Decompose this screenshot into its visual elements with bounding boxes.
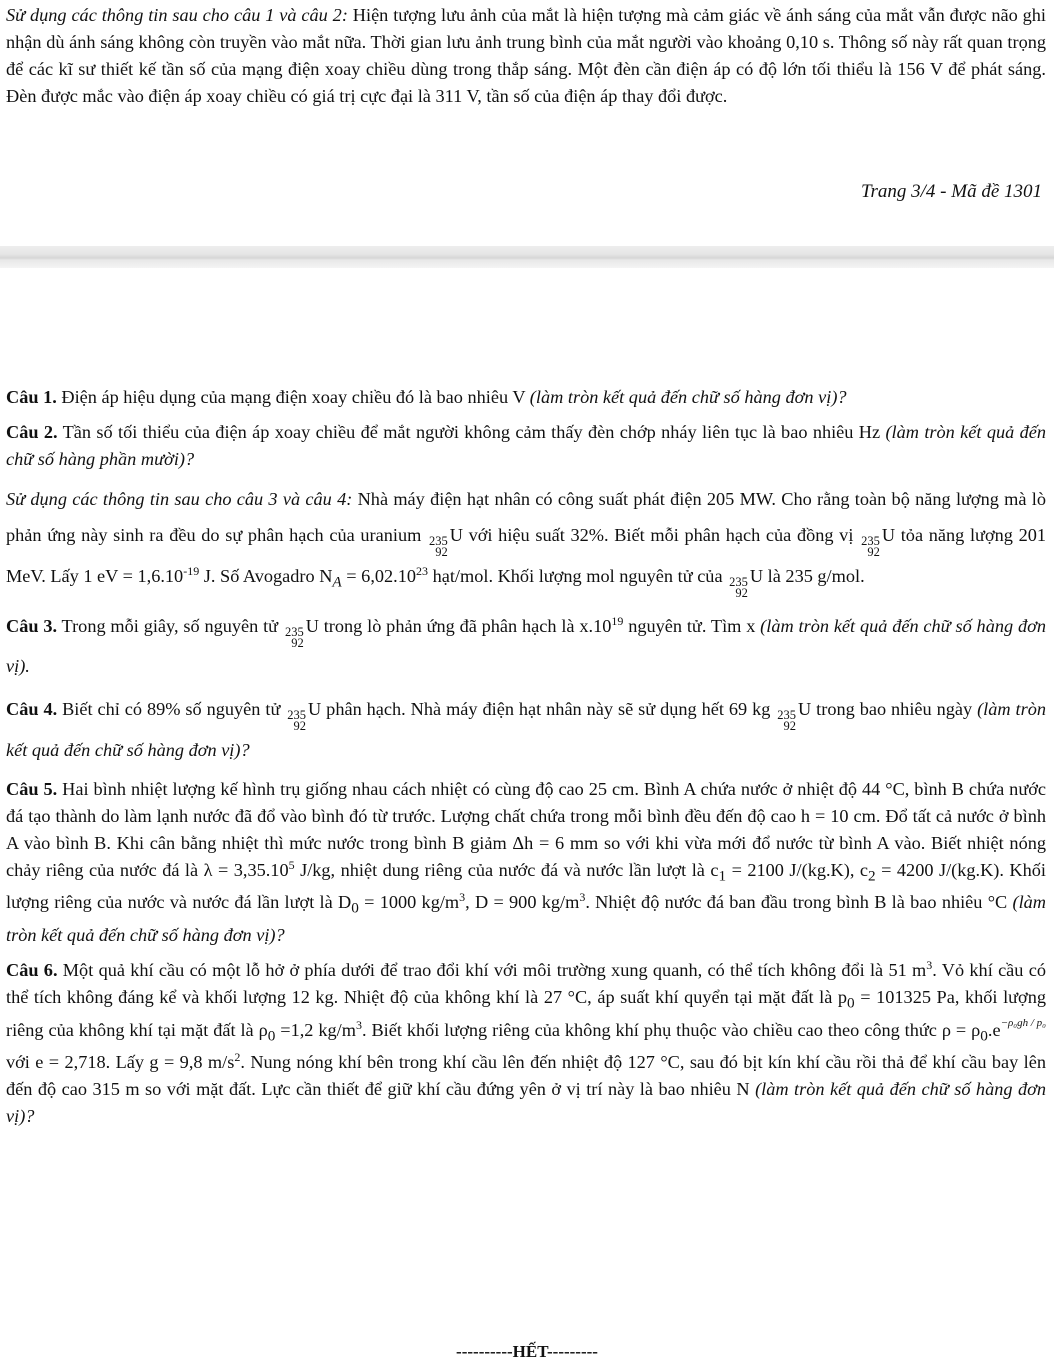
question-label: Câu 1. — [6, 387, 57, 407]
question-6: Câu 6. Một quả khí cầu có một lỗ hở ở phía dưới để trao đổi khí với môi trường xung quanh, có thể tích không đổi là 51 $m^3$. Vỏ khí cầu có thể tích không đáng kể và khối lượng 12 kg. Nhiệt độ của không khí là 27 °C, áp suất khí quyển tại mặt đất là $p_0 = 101325$ Pa, khối lượng riêng của không khí tại mặt đất là $\rho_0 =1,2$ $kg/m^3$. Biết khối lượng riêng của không khí phụ thuộc vào chiều cao theo công thức $\rho = \rho_0.e-\rho_0gh / p_0$ với e = 2,718. Lấy g = 9,8 $m/s^2$. Nung nóng khí bên trong khí cầu lên đến nhiệt độ 127 °C, sau đó bịt kín khí cầu rồi thả để khí cầu bay lên đến độ cao 315 m so với mặt đất. Lực cần thiết để giữ khí cầu đứng yên ở vị trí này là bao nhiêu N (làm tròn kết quả đến chữ số hàng đơn vị)? — [6, 957, 1046, 1127]
uranium-nuclide: 235 92 U — [287, 698, 322, 733]
uranium-nuclide: 235 92 U — [777, 698, 812, 733]
uranium-nuclide: 235 92 U — [861, 525, 896, 559]
question-label: Câu 2. — [6, 422, 58, 442]
question-5: Câu 5. Hai bình nhiệt lượng kế hình trụ giống nhau cách nhiệt có cùng độ cao 25 cm. Bình A chứa nước ở nhiệt độ 44 °C, bình B chứa nước đá tạo thành do làm lạnh nước đã đổ vào bình đó từ trước. Lượng chất chứa trong mỗi bình đều đến độ cao h = 10 cm. Đổ tất cả nước ở bình A vào bình B. Khi cân bằng nhiệt thì mức nước trong bình B giảm Δh = 6 mm so với khi vừa mới đổ nước từ bình A vào. Biết nhiệt nóng chảy riêng của nước đá là $\lambda = 3,35.10^5$ J/kg, nhiệt dung riêng của nước đá và nước lần lượt là $c_1 = 2100$ J/(kg.K), $c_2 = 4200$ J/(kg.K). Khối lượng riêng của nước và nước đá lần lượt là $D_0 = 1000$ $kg/m^3$, D = 900 $kg/m^3$. Nhiệt độ nước đá ban đầu trong bình B là bao nhiêu °C (làm tròn kết quả đến chữ số hàng đơn vị)? — [6, 778, 1047, 945]
question-2: Câu 2. Tần số tối thiểu của điện áp xoay chiều để mắt người không cảm thấy đèn chớp nháy liên tục là bao nhiêu Hz (làm tròn kết quả đến chữ số hàng phần mười)? — [6, 422, 1047, 469]
intro-lead: Sử dụng các thông tin sau cho câu 1 và câu 2: — [6, 5, 348, 25]
uranium-nuclide: 235 92 U — [428, 525, 463, 559]
page-number: Trang 3/4 - Mã đề 1301 — [860, 181, 1042, 202]
page-content — [0, 384, 1054, 1138]
intro-text: Hiện tượng lưu ảnh của mắt là hiện tượng mà cảm giác về ánh sáng của mắt vẫn được não ghi nhận dù ánh sáng không còn truyền vào mắt nữa. Thời gian lưu ảnh trung bình của mắt người vào khoảng 0,10 s. Thông số này rất quan trọng để các kĩ sư thiết kế tần số của mạng điện xoay chiều dùng trong thắp sáng. Một đèn cần điện áp có độ lớn tối thiểu là 156 V để phát sáng. Đèn được mắc vào điện áp xoay chiều có giá trị cực đại là 311 V, tần số của điện áp thay đổi được. — [6, 5, 1046, 106]
uranium-nuclide: 235 92 U — [729, 566, 764, 600]
question-3: Câu 3. Trong mỗi giây, số nguyên tử 235 92 U trong lò phản ứng đã phân hạch là $x.10^{19}$ nguyên tử. Tìm x (làm tròn kết quả đến chữ số hàng đơn vị). — [0, 609, 1054, 683]
uranium-nuclide: 235 92 U — [284, 615, 319, 650]
end-marker: ----------HẾT--------- — [456, 1342, 598, 1361]
intro-q3-q4: Sử dụng các thông tin sau cho câu 3 và câu 4: Nhà máy điện hạt nhân có công suất phát điện 205 MW. Cho rằng toàn bộ năng lượng mà lò phản ứng này sinh ra đều do sự phân hạch của uranium 235 92 U với hiệu suất 32%. Biết mỗi phân hạch của đồng vị 235 92 U tỏa năng lượng 201 MeV. Lấy 1 eV = $1,6.10^{-19}$ J. Số Avogadro $N_A = 6,02.10^{23}$ hạt/mol. Khối lượng mol nguyên tử của 235 92 U là 235 g/mol. — [6, 489, 1046, 600]
density-formula-exponent: −ρ₀gh / p₀ — [1000, 1016, 1046, 1029]
question-1: Câu 1. Điện áp hiệu dụng của mạng điện xoay chiều đó là bao nhiêu V (làm tròn kết quả đến chữ số hàng đơn vị)? — [6, 387, 847, 407]
question-label: Câu 5. — [6, 778, 58, 799]
previous-page-fragment — [0, 0, 1054, 110]
question-label: Câu 3. — [6, 615, 58, 636]
intro-q1-q2 — [0, 0, 1054, 110]
page-separator — [0, 246, 1054, 268]
question-4: Câu 4. Biết chỉ có 89% số nguyên tử 235 92 U phân hạch. Nhà máy điện hạt nhân này sẽ sử dụng hết 69 kg 235 92 U trong bao nhiêu ngày (làm tròn kết quả đến chữ số hàng đơn vị)? — [0, 691, 1054, 768]
question-label: Câu 4. — [6, 698, 58, 719]
question-label: Câu 6. — [6, 959, 58, 980]
